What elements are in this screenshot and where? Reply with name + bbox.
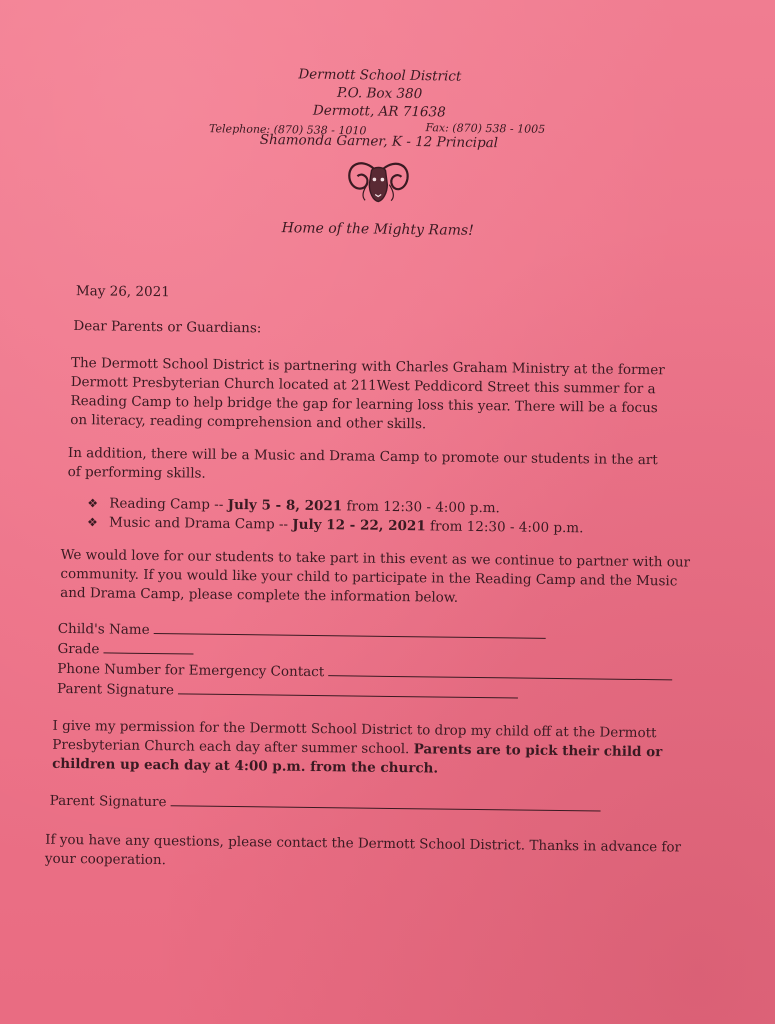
intro-paragraph: The Dermott School District is partnering with Charles Graham Ministry at the former Dermott Presbyterian Church located at 211West Peddicord Street this summer for a Reading Camp to help bridge the gap for learning loss this year. There will be a focus on literacy, reading comprehension and other skills. — [70, 355, 665, 433]
phone-label: Phone Number for Emergency Contact — [57, 660, 325, 681]
city-state-zip: Dermott, AR 71638 — [312, 102, 446, 121]
camp-schedule-list — [87, 494, 707, 540]
camp-label: Reading Camp -- — [109, 495, 228, 513]
contact-row — [199, 118, 559, 141]
pickup-notice: Parents are to pick their child or children up each day at 4:00 p.m. from the church. — [52, 741, 663, 777]
permission-signature-field[interactable] — [171, 793, 601, 811]
telephone: Telephone: (870) 538 - 1010 — [209, 122, 367, 138]
participation-paragraph: We would love for our students to take part in this event as we continue to partner with our community. If you would like your child to participate in the Reading Camp and the Music and Drama Camp, please complete the information below. — [60, 546, 691, 606]
grade-label: Grade — [57, 640, 100, 658]
closing-paragraph: If you have any questions, please contact the Dermott School District. Thanks in advance for your cooperation. — [44, 831, 682, 869]
letter-date: May 26, 2021 — [75, 283, 170, 301]
permission-paragraph — [52, 717, 703, 782]
child-name-field[interactable] — [154, 621, 546, 639]
registration-form — [57, 619, 706, 707]
letter-body — [44, 282, 710, 877]
principal-name: Shamonda Garner, K - 12 Principal — [259, 131, 499, 152]
grade-field[interactable] — [104, 640, 194, 654]
permission-signature-row — [50, 792, 704, 819]
salutation: Dear Parents or Guardians: — [73, 318, 262, 337]
camp-time: from 12:30 - 4:00 p.m. — [425, 518, 584, 537]
diamond-bullet-icon: ❖ — [86, 515, 98, 530]
signature-label: Parent Signature — [56, 680, 175, 699]
permission-text: I give my permission for the Dermott School District to drop my child off at the Dermott Presbyterian Church each day after summer school. — [52, 717, 657, 758]
district-name: Dermott School District — [298, 66, 462, 85]
po-box: P.O. Box 380 — [336, 84, 423, 103]
camp-dates: July 12 - 22, 2021 — [292, 516, 426, 535]
ram-head-icon — [343, 154, 414, 205]
music-drama-paragraph: In addition, there will be a Music and Drama Camp to promote our students in the art of performing skills. — [67, 444, 658, 482]
diamond-bullet-icon: ❖ — [87, 496, 99, 511]
letterhead — [198, 64, 560, 241]
signature-label: Parent Signature — [49, 792, 167, 811]
fax: Fax: (870) 538 - 1005 — [425, 121, 546, 136]
camp-dates: July 5 - 8, 2021 — [227, 496, 343, 515]
child-name-label: Child's Name — [57, 620, 150, 638]
camp-time: from 12:30 - 4:00 p.m. — [342, 498, 500, 517]
phone-field[interactable] — [328, 663, 672, 680]
signature-field[interactable] — [178, 681, 518, 698]
school-motto: Home of the Mighty Rams! — [281, 220, 474, 239]
camp-label: Music and Drama Camp -- — [108, 514, 293, 533]
